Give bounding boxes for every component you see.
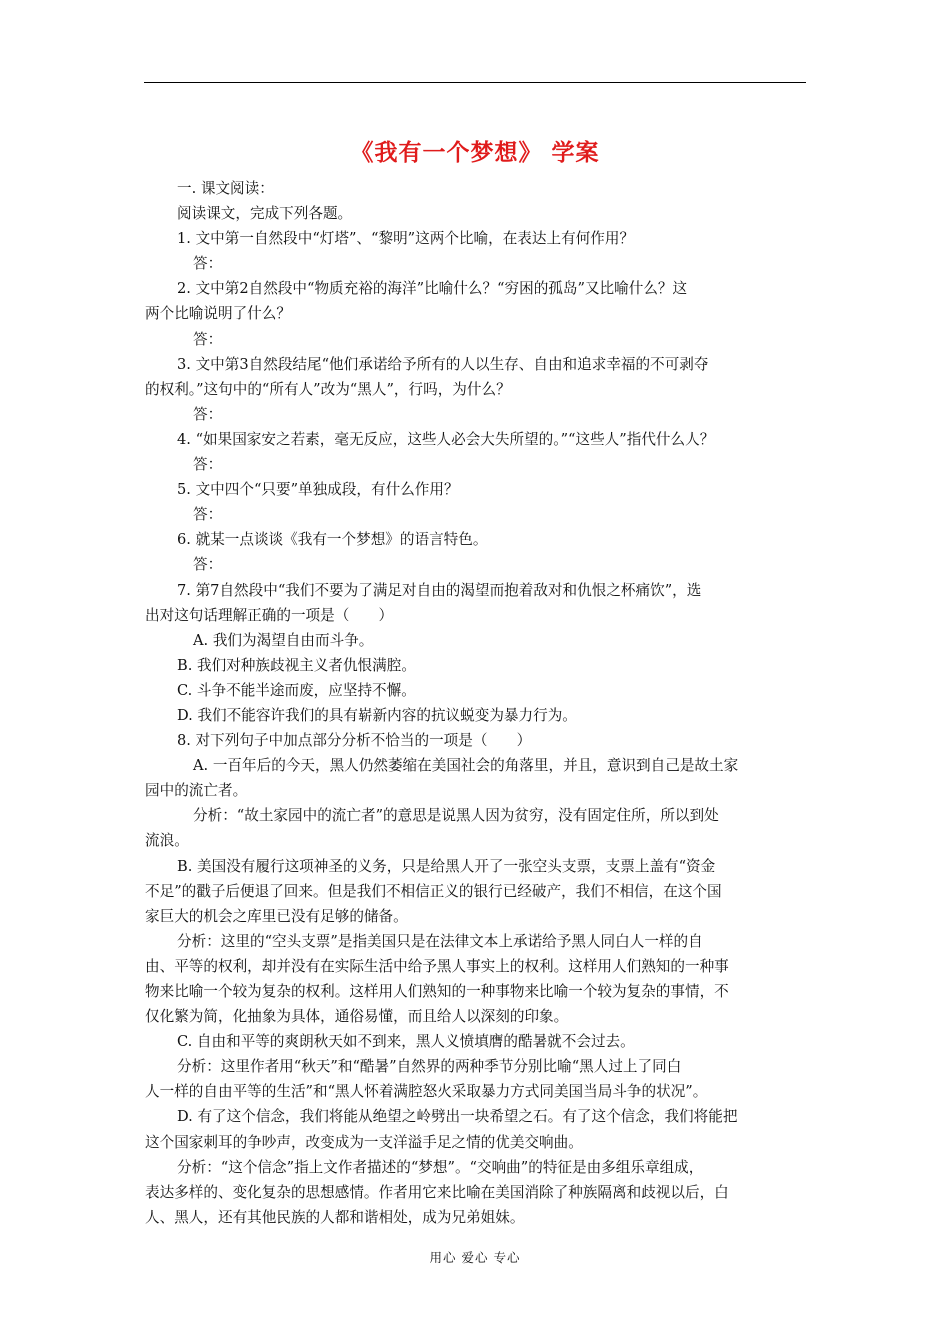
analysis-b-line: 由、平等的权利，却并没有在实际生活中给予黑人事实上的权利。这样用人们熟知的一种事 <box>145 957 729 975</box>
instruction-text: 阅读课文，完成下列各题。 <box>177 205 353 223</box>
analysis-c-line: 分析：这里作者用“秋天”和“酷暑”自然界的两种季节分别比喻“黑人过上了同白 <box>177 1058 682 1076</box>
option-b-line: 家巨大的机会之库里已没有足够的储备。 <box>145 907 408 925</box>
option-a-line: 园中的流亡者。 <box>145 782 248 800</box>
section-heading: 一. 课文阅读： <box>177 180 274 197</box>
answer-label: 答： <box>193 405 223 423</box>
option-b-line: B. 美国没有履行这项神圣的义务，只是给黑人开了一张空头支票，支票上盖有“资金 <box>177 857 716 875</box>
option-a: A. 我们为渴望自由而斗争。 <box>193 631 374 649</box>
analysis-a-line: 分析：“故土家园中的流亡者”的意思是说黑人因为贫穷，没有固定住所，所以到处 <box>193 807 719 825</box>
answer-label: 答： <box>193 506 223 524</box>
answer-label: 答： <box>193 330 223 348</box>
option-a-line: A. 一百年后的今天，黑人仍然萎缩在美国社会的角落里，并且，意识到自己是故土家 <box>193 757 739 775</box>
answer-label: 答： <box>193 456 223 474</box>
answer-label: 答： <box>193 255 223 273</box>
document-body <box>145 176 809 1230</box>
analysis-a-line: 流浪。 <box>145 832 189 850</box>
question-3-line: 的权利。”这句中的“所有人”改为“黑人”，行吗，为什么？ <box>145 380 511 398</box>
option-d-line: D. 有了这个信念，我们将能从绝望之岭劈出一块希望之石。有了这个信念，我们将能把 <box>177 1108 738 1126</box>
answer-label: 答： <box>193 556 223 574</box>
question-6: 6. 就某一点谈谈《我有一个梦想》的语言特色。 <box>177 531 488 549</box>
question-2-line: 2. 文中第2自然段中“物质充裕的海洋”比喻什么？“穷困的孤岛”又比喻什么？这 <box>177 280 688 298</box>
question-4: 4. “如果国家安之若素，毫无反应，这些人必会大失所望的。”“这些人”指代什么人？ <box>177 430 715 448</box>
question-1: 1. 文中第一自然段中“灯塔”、“黎明”这两个比喻，在表达上有何作用？ <box>177 230 635 248</box>
analysis-d-line: 人、黑人，还有其他民族的人都和谐相处，成为兄弟姐妹。 <box>145 1208 525 1226</box>
analysis-d-line: 分析：“这个信念”指上文作者描述的“梦想”。“交响曲”的特征是由多组乐章组成， <box>177 1158 704 1176</box>
option-b: B. 我们对种族歧视主义者仇恨满腔。 <box>177 656 416 674</box>
question-7-line: 出对这句话理解正确的一项是（ ） <box>145 606 394 624</box>
option-d-line: 这个国家刺耳的争吵声，改变成为一支洋溢手足之情的优美交响曲。 <box>145 1133 583 1151</box>
document-title: 《我有一个梦想》 学案 <box>350 140 600 166</box>
question-7-line: 7. 第7自然段中“我们不要为了满足对自由的渴望而抱着敌对和仇恨之杯痛饮”，选 <box>177 581 702 599</box>
option-d: D. 我们不能容许我们的具有崭新内容的抗议蜕变为暴力行为。 <box>177 706 577 724</box>
option-c-line: C. 自由和平等的爽朗秋天如不到来，黑人义愤填膺的酷暑就不会过去。 <box>177 1033 635 1051</box>
analysis-b-line: 物来比喻一个较为复杂的权利。这样用人们熟知的一种事物来比喻一个较为复杂的事情，不 <box>145 983 729 1000</box>
option-c: C. 斗争不能半途而废，应坚持不懈。 <box>177 681 416 699</box>
analysis-b-line: 分析：这里的“空头支票”是指美国只是在法律文本上承诺给予黑人同白人一样的自 <box>177 932 703 950</box>
page-footer: 用心 爱心 专心 <box>429 1250 521 1265</box>
question-5: 5. 文中四个“只要”单独成段，有什么作用？ <box>177 481 459 499</box>
option-b-line: 不足”的戳子后便退了回来。但是我们不相信正义的银行已经破产，我们不相信，在这个国 <box>145 882 722 900</box>
header-rule <box>144 82 806 83</box>
analysis-b-line: 仅化繁为简，化抽象为具体，通俗易懂，而且给人以深刻的印象。 <box>145 1008 569 1026</box>
question-2-line: 两个比喻说明了什么？ <box>145 305 291 323</box>
analysis-d-line: 表达多样的、变化复杂的思想感情。作者用它来比喻在美国消除了种族隔离和歧视以后，白 <box>145 1183 729 1201</box>
question-8: 8. 对下列句子中加点部分分析不恰当的一项是（ ） <box>177 732 532 750</box>
question-3-line: 3. 文中第3自然段结尾“他们承诺给予所有的人以生存、自由和追求幸福的不可剥夺 <box>177 355 709 373</box>
analysis-c-line: 人一样的自由平等的生活”和“黑人怀着满腔怒火采取暴力方式同美国当局斗争的状况”。 <box>145 1083 708 1101</box>
